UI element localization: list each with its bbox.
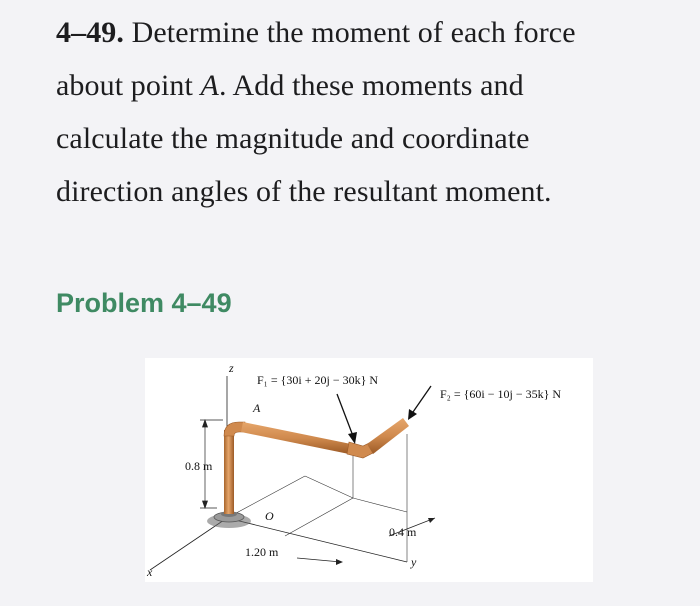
point-o-label: O: [265, 509, 274, 523]
force-f2-label: F₂ = {60i − 10j − 35k} N: [440, 387, 562, 401]
point-a-variable: A: [200, 69, 219, 102]
y-axis-label: y: [411, 555, 417, 569]
rising-pipe: [367, 418, 409, 454]
x-dimension-label: 1.20 m: [245, 545, 279, 559]
construction-lines: [227, 434, 407, 562]
problem-line-1: [56, 6, 686, 59]
pipe-assembly-diagram: [145, 358, 593, 582]
force-f1-arrow: [337, 394, 357, 444]
problem-line-2-text-b: . Add these moments and: [218, 69, 524, 102]
problem-number: 4–49.: [56, 16, 124, 49]
force-f1-label: F₁ = {30i + 20j − 30k} N: [257, 373, 379, 387]
problem-figure: [145, 358, 593, 582]
problem-line-1-text: Determine the moment of each force: [124, 16, 576, 49]
vertical-pipe: [224, 430, 234, 514]
problem-statement: [56, 6, 686, 218]
x-axis-label: x: [147, 565, 153, 579]
problem-line-2: [56, 59, 686, 112]
height-dimension-label: 0.8 m: [185, 459, 213, 473]
force-f2-arrow: [408, 386, 431, 420]
problem-line-3: calculate the magnitude and coordinate: [56, 122, 530, 155]
point-a-label: A: [253, 401, 261, 415]
horizontal-pipe: [241, 422, 351, 454]
problem-heading: Problem 4–49: [56, 288, 232, 318]
z-axis-label: z: [229, 361, 234, 375]
problem-line-4: direction angles of the resultant moment.: [56, 175, 552, 208]
y-dimension-label: 0.4 m: [389, 525, 417, 539]
problem-line-2-text-a: about point: [56, 69, 201, 102]
x-dimension: [297, 558, 343, 565]
